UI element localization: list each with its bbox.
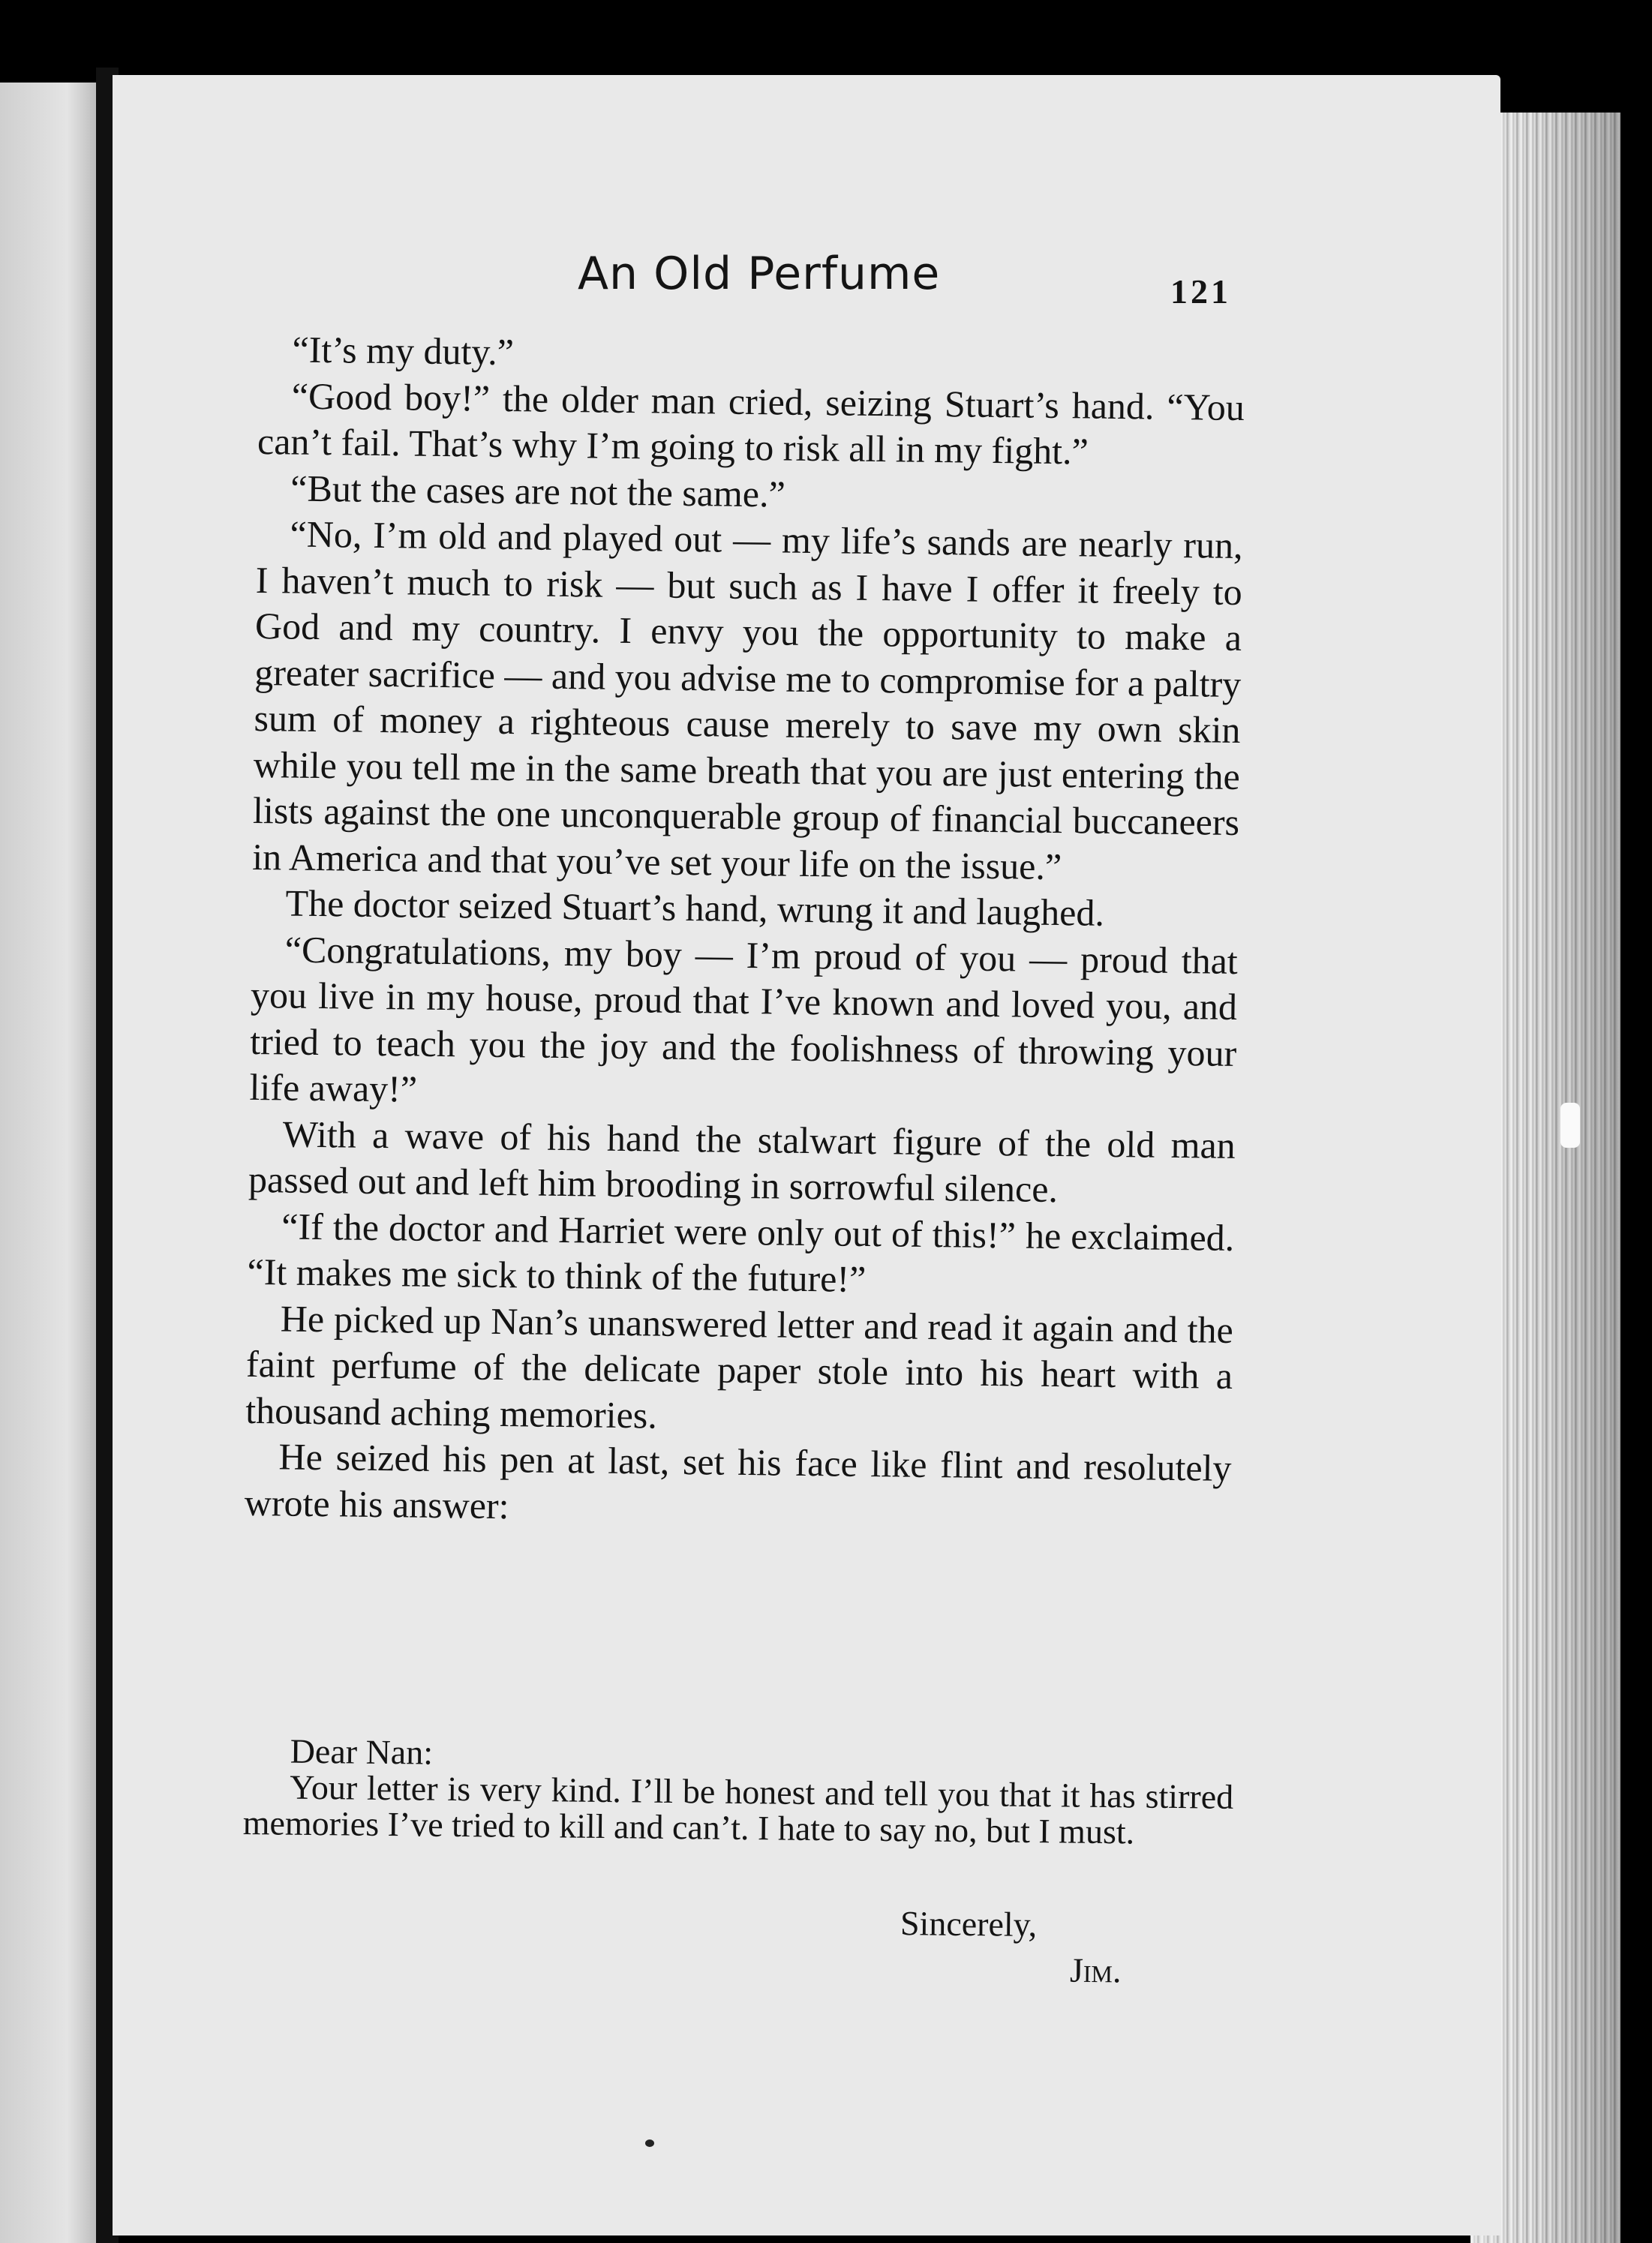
ink-speck bbox=[645, 2139, 654, 2147]
paragraph: “No, I’m old and played out — my life’s sands are nearly run, I haven’t much to risk — but such as I have I offer it freely to God and my country. I envy you the opportunity to make a greater sacrifice — and you advise me to compromise for a paltry sum of money a righteous cause merely to save my own skin while you tell me in the same breath that you are just entering the lists against the one unconquerable group of financial buccaneers in America and that you’ve set your life on the issue.” bbox=[252, 512, 1243, 887]
paragraph: “But the cases are not the same.” bbox=[290, 467, 786, 515]
letter-body: Your letter is very kind. I’ll be honest and tell you that it has stirred memories I’ve tried to kill and can’t. I hate to say no, but I must. bbox=[242, 1767, 1234, 1851]
paragraph: The doctor seized Stuart’s hand, wrung it and laughed. bbox=[285, 881, 1105, 934]
running-header-title: An Old Perfume bbox=[578, 248, 941, 300]
letter-closing: Sincerely, bbox=[900, 1904, 1038, 1944]
letter-block bbox=[242, 1733, 1233, 1851]
paragraph: “If the doctor and Harriet were only out of this!” he exclaimed. “It makes me sick to think of the future!” bbox=[247, 1204, 1235, 1300]
paragraph: He seized his pen at last, set his face like flint and resolutely wrote his answer: bbox=[244, 1435, 1232, 1527]
edge-mark bbox=[1560, 1103, 1580, 1148]
page-body bbox=[244, 326, 1245, 1538]
paragraph: He picked up Nan’s unanswered letter and read it again and the faint perfume of the delicate paper stole into his heart with a thousand aching memories. bbox=[245, 1296, 1234, 1437]
paragraph: “Good boy!” the older man cried, seizing Stuart’s hand. “You can’t fail. That’s why I’m going to risk all in my fight.” bbox=[257, 374, 1245, 473]
left-page-edge bbox=[0, 83, 96, 2243]
letter-signature: Jim. bbox=[1069, 1950, 1122, 1990]
paragraph: With a wave of his hand the stalwart figure of the old man passed out and left him brooding in sorrowful silence. bbox=[248, 1112, 1236, 1211]
paragraph: “It’s my duty.” bbox=[292, 328, 515, 374]
page-number: 121 bbox=[1170, 272, 1231, 311]
paragraph: “Congratulations, my boy — I’m proud of you — proud that you live in my house, proud that I’ve known and loved you, and tried to teach you the joy and the foolishness of throwing your life away!” bbox=[249, 927, 1239, 1110]
letter-salutation: Dear Nan: bbox=[290, 1731, 434, 1772]
